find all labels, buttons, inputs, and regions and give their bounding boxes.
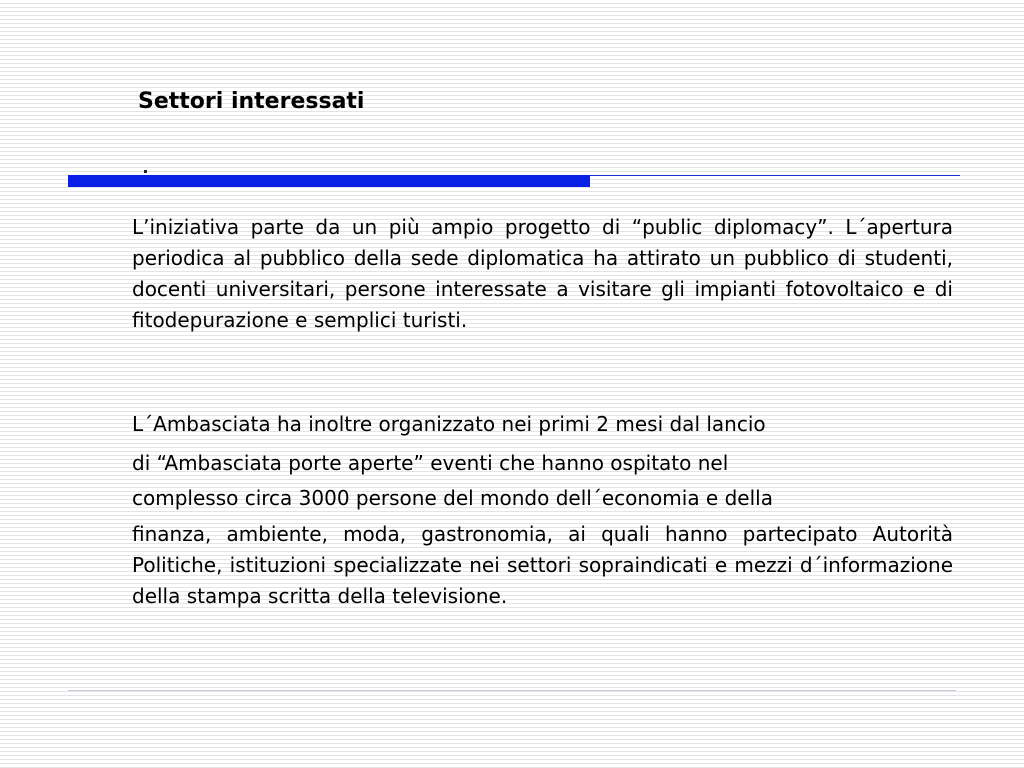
title-divider-line — [590, 175, 960, 176]
bullet-dot — [144, 170, 147, 173]
title-divider-bar — [68, 175, 590, 187]
paragraph-embassy-line-2: di “Ambasciata porte aperte” eventi che hanno ospitato nel — [132, 451, 729, 475]
paragraph-public-diplomacy: L’iniziativa parte da un più ampio progetto di “public diplomacy”. L´apertura periodica al pubblico della sede diplomatica ha attirato un pubblico di studenti, docenti universitari, persone interessate a visitare gli impianti fotovoltaico e di fitodepurazione e semplici turisti. — [132, 215, 953, 332]
paragraph-embassy-line-1: L´Ambasciata ha inoltre organizzato nei primi 2 mesi dal lancio — [132, 412, 766, 436]
slide-title: Settori interessati — [138, 89, 365, 114]
paragraph-embassy-rest: finanza, ambiente, moda, gastronomia, ai quali hanno partecipato Autorità Politiche, istituzioni specializzate nei settori sopraindicati e mezzi d´informazione della stampa scritta della televisione. — [132, 522, 953, 608]
footer-divider — [68, 690, 956, 691]
paragraph-embassy-line-3: complesso circa 3000 persone del mondo dell´economia e della — [132, 486, 773, 510]
